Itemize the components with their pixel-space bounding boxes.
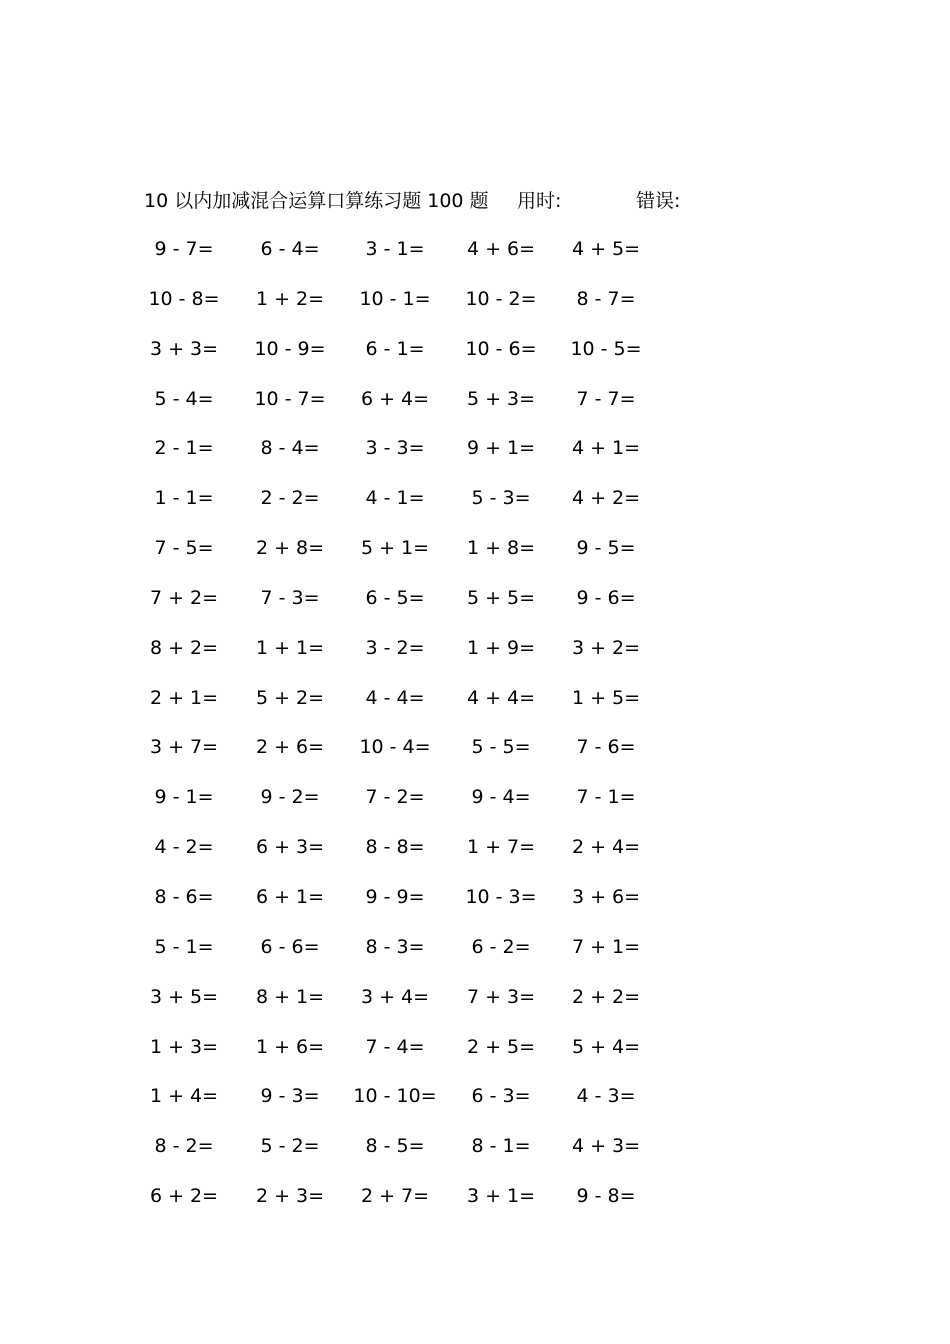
math-problem: 9 - 5= — [576, 537, 636, 560]
math-problem: 5 + 4= — [571, 1035, 641, 1058]
math-problem: 6 - 1= — [365, 337, 425, 360]
math-problem: 4 - 2= — [154, 836, 214, 859]
math-problem: 8 - 7= — [576, 287, 636, 310]
math-problem: 4 + 1= — [571, 437, 641, 460]
math-problem: 1 + 9= — [466, 636, 536, 659]
math-problem: 1 - 1= — [154, 487, 214, 510]
math-problem: 4 + 6= — [466, 238, 536, 260]
math-problem: 10 - 6= — [465, 337, 537, 360]
math-problem: 9 - 1= — [154, 786, 214, 809]
math-problem: 3 + 6= — [571, 885, 641, 908]
math-problem: 3 + 2= — [571, 636, 641, 659]
math-problem: 3 + 4= — [360, 985, 430, 1008]
math-problem: 10 - 10= — [353, 1085, 437, 1108]
math-problem: 2 + 1= — [149, 686, 219, 709]
math-problem: 8 - 4= — [260, 437, 320, 460]
math-problem: 10 - 8= — [148, 287, 220, 310]
math-problem: 2 + 2= — [571, 985, 641, 1008]
problem-row — [0, 234, 950, 284]
math-problem: 7 - 6= — [576, 736, 636, 759]
math-problem: 9 - 2= — [260, 786, 320, 809]
math-problem: 8 + 1= — [255, 985, 325, 1008]
time-label: 用时: — [517, 190, 562, 212]
problem-row — [0, 583, 950, 633]
math-problem: 5 + 1= — [360, 537, 430, 560]
math-problem: 8 - 3= — [365, 935, 425, 958]
math-problem: 4 - 1= — [365, 487, 425, 510]
math-problem: 6 - 2= — [471, 935, 531, 958]
math-problem: 6 - 6= — [260, 935, 320, 958]
problem-row — [0, 483, 950, 533]
math-problem: 2 + 4= — [571, 836, 641, 859]
math-problem: 4 + 3= — [571, 1135, 641, 1158]
math-problem: 9 - 6= — [576, 586, 636, 609]
math-problem: 3 + 5= — [149, 985, 219, 1008]
math-problem: 2 - 2= — [260, 487, 320, 510]
math-problem: 1 + 2= — [255, 287, 325, 310]
math-problem: 1 + 4= — [149, 1085, 219, 1108]
math-problem: 10 - 9= — [254, 337, 326, 360]
problem-row — [0, 732, 950, 782]
math-problem: 6 + 3= — [255, 836, 325, 859]
math-problem: 10 - 7= — [254, 387, 326, 410]
worksheet-header — [144, 186, 844, 216]
math-problem: 3 + 3= — [149, 337, 219, 360]
math-problem: 10 - 2= — [465, 287, 537, 310]
math-problem: 2 + 5= — [466, 1035, 536, 1058]
math-problem: 7 - 2= — [365, 786, 425, 809]
math-problem: 7 - 5= — [154, 537, 214, 560]
math-problem: 10 - 1= — [359, 287, 431, 310]
math-problem: 7 - 4= — [365, 1035, 425, 1058]
problem-row — [0, 1181, 950, 1231]
math-problem: 1 + 5= — [571, 686, 641, 709]
math-problem: 1 + 7= — [466, 836, 536, 859]
math-problem: 1 + 3= — [149, 1035, 219, 1058]
math-problem: 8 - 6= — [154, 885, 214, 908]
math-problem: 6 - 3= — [471, 1085, 531, 1108]
math-problem: 8 - 8= — [365, 836, 425, 859]
math-problem: 7 + 3= — [466, 985, 536, 1008]
problem-row — [0, 533, 950, 583]
problem-row — [0, 982, 950, 1032]
math-problem: 1 + 1= — [255, 636, 325, 659]
math-problem: 4 - 4= — [365, 686, 425, 709]
math-problem: 5 - 2= — [260, 1135, 320, 1158]
math-problem: 5 + 5= — [466, 586, 536, 609]
problem-row — [0, 1131, 950, 1181]
math-problem: 6 + 4= — [360, 387, 430, 410]
problem-row — [0, 633, 950, 683]
math-problem: 4 - 3= — [576, 1085, 636, 1108]
math-problem: 10 - 4= — [359, 736, 431, 759]
math-problem: 7 - 7= — [576, 387, 636, 410]
problem-row — [0, 1081, 950, 1131]
math-problem: 6 + 2= — [149, 1185, 219, 1208]
math-problem: 2 + 6= — [255, 736, 325, 759]
math-problem: 7 - 3= — [260, 586, 320, 609]
math-problem: 5 - 4= — [154, 387, 214, 410]
math-problem: 5 - 1= — [154, 935, 214, 958]
error-label: 错误: — [636, 190, 681, 212]
math-problem: 6 - 4= — [260, 238, 320, 260]
math-problem: 10 - 3= — [465, 885, 537, 908]
math-problem: 3 + 1= — [466, 1185, 536, 1208]
math-problem: 8 + 2= — [149, 636, 219, 659]
math-problem: 7 + 1= — [571, 935, 641, 958]
math-problem: 8 - 5= — [365, 1135, 425, 1158]
problem-row — [0, 433, 950, 483]
problem-row — [0, 782, 950, 832]
math-problem: 10 - 5= — [570, 337, 642, 360]
math-problem: 2 + 8= — [255, 537, 325, 560]
math-problem: 6 - 5= — [365, 586, 425, 609]
problem-grid — [0, 234, 950, 1231]
math-problem: 7 + 2= — [149, 586, 219, 609]
math-problem: 7 - 1= — [576, 786, 636, 809]
math-problem: 9 - 3= — [260, 1085, 320, 1108]
math-problem: 9 - 7= — [154, 238, 214, 260]
problem-row — [0, 683, 950, 733]
math-problem: 5 - 3= — [471, 487, 531, 510]
worksheet-title: 10 以内加减混合运算口算练习题 100 题 — [144, 190, 489, 212]
math-problem: 5 - 5= — [471, 736, 531, 759]
math-problem: 3 - 3= — [365, 437, 425, 460]
problem-row — [0, 384, 950, 434]
problem-row — [0, 1032, 950, 1082]
math-problem: 2 - 1= — [154, 437, 214, 460]
math-problem: 1 + 8= — [466, 537, 536, 560]
math-problem: 6 + 1= — [255, 885, 325, 908]
problem-row — [0, 832, 950, 882]
problem-row — [0, 882, 950, 932]
problem-row — [0, 334, 950, 384]
math-problem: 3 - 1= — [365, 238, 425, 260]
math-problem: 4 + 5= — [571, 238, 641, 260]
math-problem: 2 + 7= — [360, 1185, 430, 1208]
math-problem: 8 - 2= — [154, 1135, 214, 1158]
math-problem: 4 + 2= — [571, 487, 641, 510]
math-problem: 3 + 7= — [149, 736, 219, 759]
math-problem: 8 - 1= — [471, 1135, 531, 1158]
math-problem: 3 - 2= — [365, 636, 425, 659]
problem-row — [0, 284, 950, 334]
math-problem: 9 - 9= — [365, 885, 425, 908]
math-problem: 4 + 4= — [466, 686, 536, 709]
problem-row — [0, 932, 950, 982]
math-problem: 1 + 6= — [255, 1035, 325, 1058]
math-problem: 9 - 4= — [471, 786, 531, 809]
math-problem: 9 - 8= — [576, 1185, 636, 1208]
math-problem: 5 + 2= — [255, 686, 325, 709]
math-problem: 5 + 3= — [466, 387, 536, 410]
math-problem: 2 + 3= — [255, 1185, 325, 1208]
math-problem: 9 + 1= — [466, 437, 536, 460]
